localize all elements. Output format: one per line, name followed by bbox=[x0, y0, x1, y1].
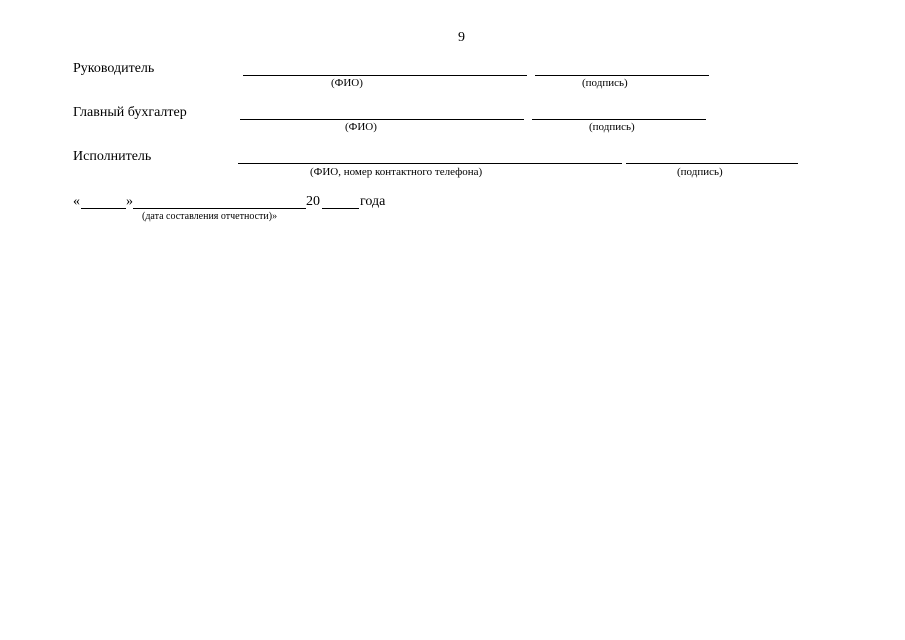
page-number: 9 bbox=[458, 30, 465, 45]
date-day-line bbox=[81, 208, 126, 209]
date-caption: (дата составления отчетности)» bbox=[142, 211, 278, 222]
date-open-quote: « bbox=[73, 194, 80, 209]
date-month-line bbox=[133, 208, 306, 209]
signature-line-executor bbox=[626, 163, 798, 164]
date-close-quote: » bbox=[126, 194, 133, 209]
signature-line-head bbox=[535, 75, 709, 76]
role-label-chief-accountant: Главный бухгалтер bbox=[73, 105, 187, 120]
signature-caption-executor: (подпись) bbox=[677, 166, 723, 178]
signature-caption-head: (подпись) bbox=[582, 77, 628, 89]
name-caption-head: (ФИО) bbox=[331, 77, 363, 89]
role-label-head: Руководитель bbox=[73, 61, 155, 76]
name-caption-chief-accountant: (ФИО) bbox=[345, 121, 377, 133]
name-line-executor bbox=[238, 163, 622, 164]
date-year-suffix: года bbox=[360, 194, 386, 209]
name-caption-executor: (ФИО, номер контактного телефона) bbox=[310, 166, 483, 178]
name-line-chief-accountant bbox=[240, 119, 524, 120]
date-year-line bbox=[322, 208, 359, 209]
date-year-prefix: 20 bbox=[306, 194, 320, 209]
signature-line-chief-accountant bbox=[532, 119, 706, 120]
signature-caption-chief-accountant: (подпись) bbox=[589, 121, 635, 133]
name-line-head bbox=[243, 75, 527, 76]
role-label-executor: Исполнитель bbox=[73, 149, 152, 164]
